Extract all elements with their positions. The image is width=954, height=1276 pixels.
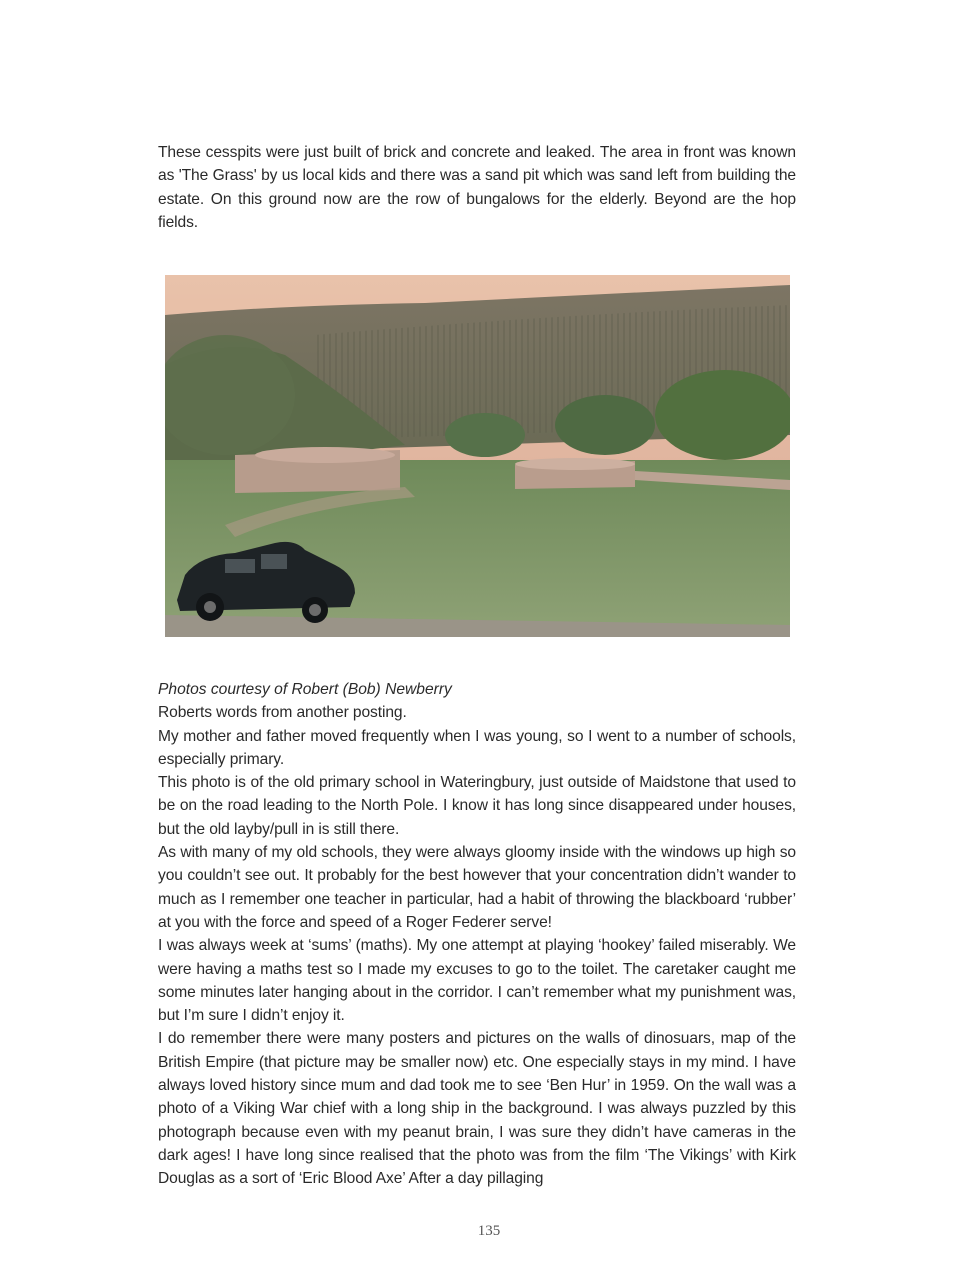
cesspits-photograph [165,275,790,637]
photograph-icon [165,275,790,637]
paragraph: I do remember there were many posters and pictures on the walls of dinosuars, map of the British Empire (that picture may be smaller now) etc. One especially stays in my mind. I have always loved history since mum and dad took me to see ‘Ben Hur’ in 1959. On the wall was a photo of a Viking War chief with a long ship in the background. I was always puzzled by this photograph because even with my peanut brain, I was sure they didn’t have cameras in the dark ages! I have long since realised that the photo was from the film ‘The Vikings’ with Kirk Douglas as a sort of ‘Eric Blood Axe’ After a day pillaging [158,1030,796,1188]
page-number: 135 [477,1223,501,1239]
intro-text-block [158,141,796,234]
photo-caption: Photos courtesy of Robert (Bob) Newberry [158,681,452,698]
paragraph: This photo is of the old primary school in Wateringbury, just outside of Maidstone that used to be on the road leading to the North Pole. I know it has long since disappeared under houses, but the old layby/pull in is still there. [158,774,796,838]
paragraph: My mother and father moved frequently when I was young, so I went to a number of schools, especially primary. [158,727,796,768]
intro-paragraph: These cesspits were just built of brick and concrete and leaked. The area in front was known as 'The Grass' by us local kids and there was a sand pit which was sand left from building the estate. On this ground now are the row of bungalows for the elderly. Beyond are the hop fields. [158,144,796,231]
paragraph: As with many of my old schools, they were always gloomy inside with the windows up high so you couldn’t see out. It probably for the best however that your concentration didn’t wander to much as I remember one teacher in particular, had a habit of throwing the blackboard ‘rubber’ at you with the force and speed of a Roger Federer serve! [158,844,796,931]
paragraph: I was always week at ‘sums’ (maths). My one attempt at playing ‘hookey’ failed miserably. We were having a maths test so I made my excuses to go to the toilet. The caretaker caught me some minutes later hanging about in the corridor. I can’t remember what my punishment was, but I’m sure I didn’t enjoy it. [158,937,796,1025]
paragraph: Roberts words from another posting. [158,704,407,722]
body-text-block [158,678,796,1191]
